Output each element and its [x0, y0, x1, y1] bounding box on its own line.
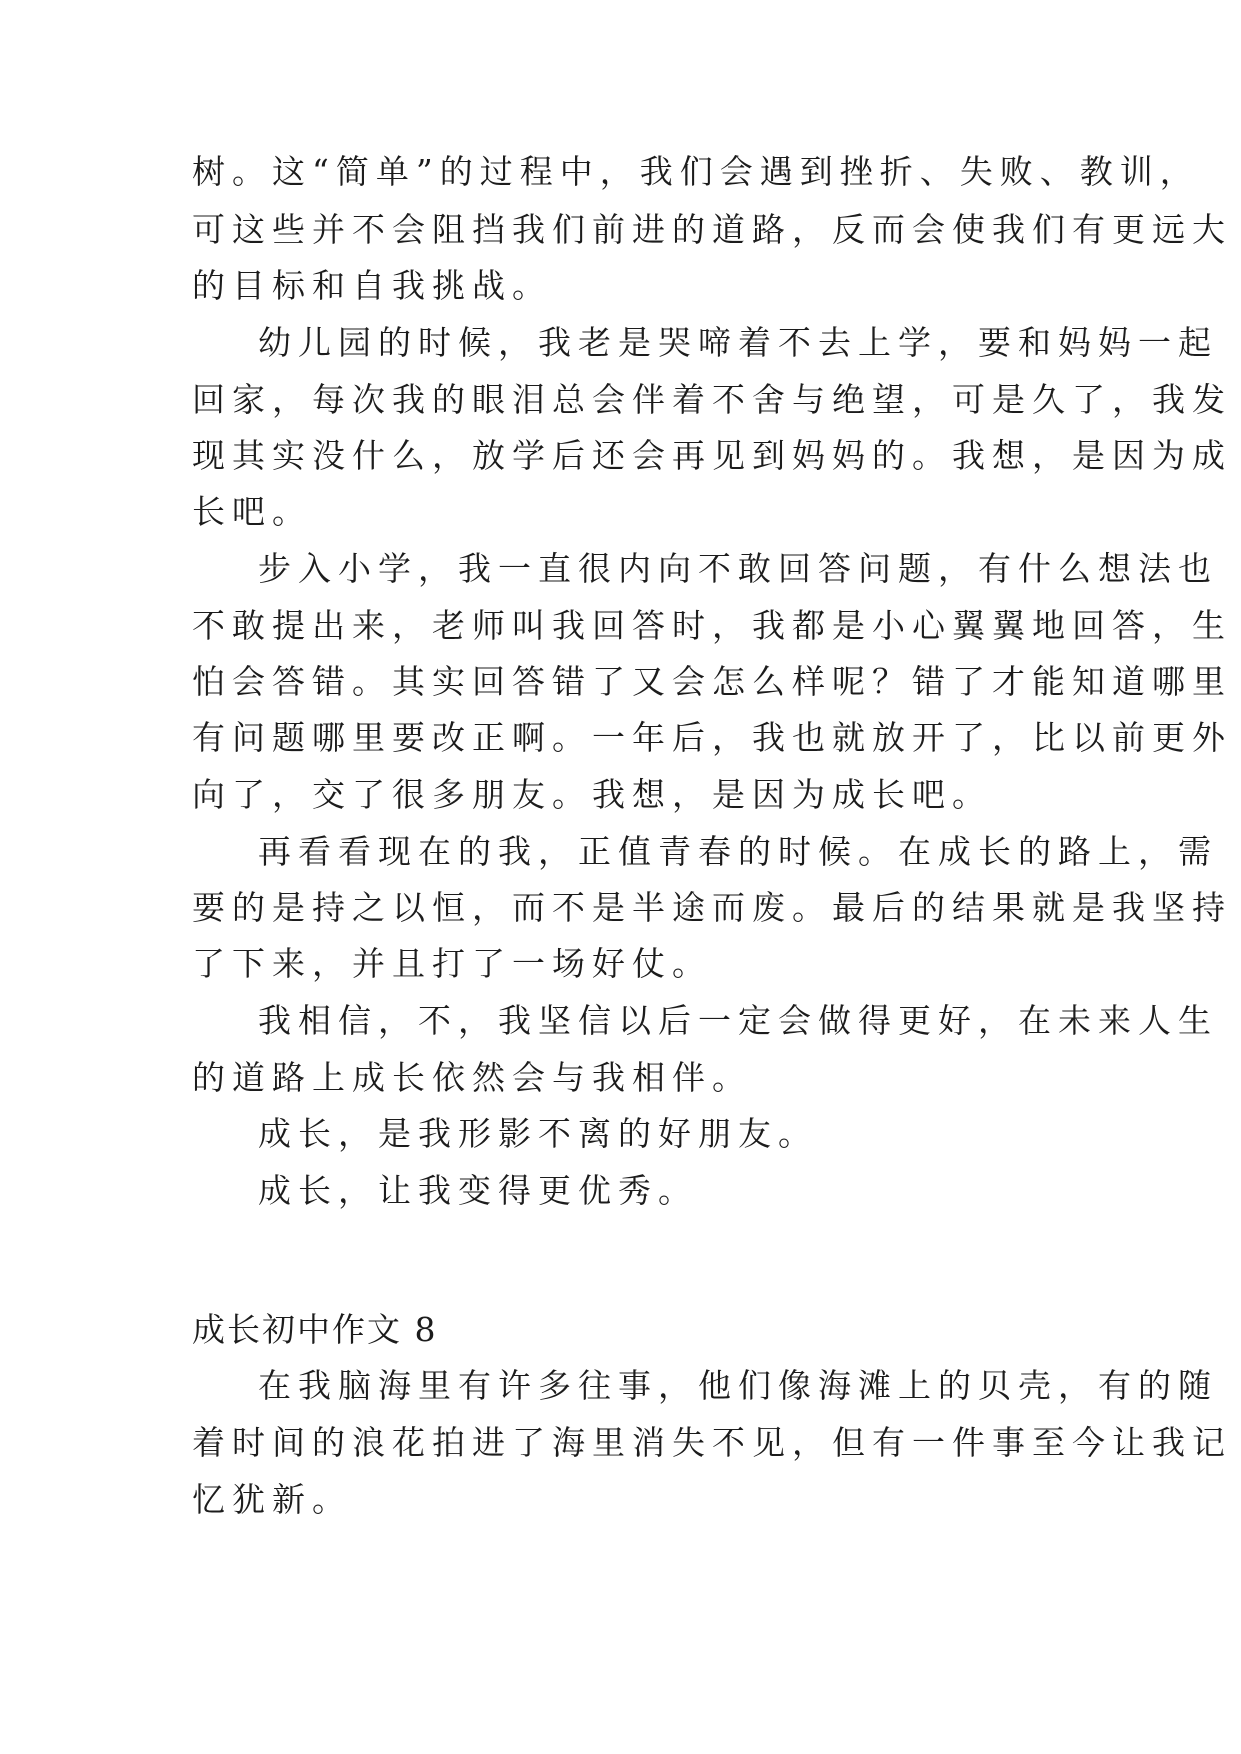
section-paragraph-1-line-1: 在我脑海里有许多往事，他们像海滩上的贝壳，有的随 — [258, 1366, 1218, 1405]
paragraph-3-line-3: 怕会答错。其实回答错了又会怎么样呢？错了才能知道哪里 — [192, 662, 1232, 701]
paragraph-2-line-1: 幼儿园的时候，我老是哭啼着不去上学，要和妈妈一起 — [258, 323, 1218, 362]
paragraph-5-line-2: 的道路上成长依然会与我相伴。 — [192, 1058, 752, 1097]
paragraph-1-line-1: 树。这“简单”的过程中，我们会遇到挫折、失败、教训， — [192, 152, 1200, 191]
paragraph-6-line-1: 成长，是我形影不离的好朋友。 — [258, 1114, 818, 1153]
paragraph-4-line-1: 再看看现在的我，正值青春的时候。在成长的路上，需 — [258, 832, 1218, 871]
paragraph-1-line-3: 的目标和自我挑战。 — [192, 266, 552, 305]
paragraph-5-line-1: 我相信，不，我坚信以后一定会做得更好，在未来人生 — [258, 1001, 1218, 1040]
paragraph-3-line-4: 有问题哪里要改正啊。一年后，我也就放开了，比以前更外 — [192, 718, 1232, 757]
paragraph-7-line-1: 成长，让我变得更优秀。 — [258, 1171, 698, 1210]
paragraph-2-line-2: 回家，每次我的眼泪总会伴着不舍与绝望，可是久了，我发 — [192, 380, 1232, 419]
paragraph-1-line-2: 可这些并不会阻挡我们前进的道路，反而会使我们有更远大 — [192, 210, 1232, 249]
paragraph-2-line-4: 长吧。 — [192, 492, 312, 531]
section-heading: 成长初中作文 8 — [192, 1310, 438, 1349]
paragraph-2-line-3: 现其实没什么，放学后还会再见到妈妈的。我想，是因为成 — [192, 436, 1232, 475]
paragraph-3-line-1: 步入小学，我一直很内向不敢回答问题，有什么想法也 — [258, 549, 1218, 588]
section-paragraph-1-line-2: 着时间的浪花拍进了海里消失不见，但有一件事至今让我记 — [192, 1423, 1232, 1462]
paragraph-4-line-3: 了下来，并且打了一场好仗。 — [192, 944, 712, 983]
section-paragraph-1-line-3: 忆犹新。 — [192, 1480, 352, 1519]
paragraph-3-line-2: 不敢提出来，老师叫我回答时，我都是小心翼翼地回答，生 — [192, 606, 1232, 645]
paragraph-3-line-5: 向了，交了很多朋友。我想，是因为成长吧。 — [192, 775, 992, 814]
paragraph-4-line-2: 要的是持之以恒，而不是半途而废。最后的结果就是我坚持 — [192, 888, 1232, 927]
